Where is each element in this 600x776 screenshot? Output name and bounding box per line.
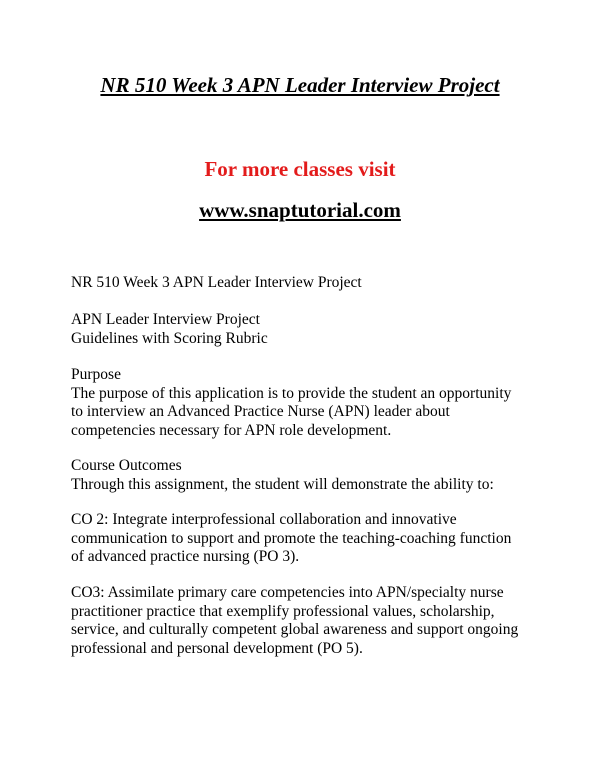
purpose-line: to interview an Advanced Practice Nurse (APN) leader about bbox=[71, 403, 450, 420]
promo-text: For more classes visit bbox=[204, 157, 396, 181]
purpose-line: The purpose of this application is to provide the student an opportunity bbox=[71, 384, 512, 402]
project-heading-block bbox=[71, 311, 551, 348]
document-title: NR 510 Week 3 APN Leader Interview Project bbox=[100, 73, 500, 97]
co2-section bbox=[71, 511, 551, 567]
outcomes-intro: Through this assignment, the student will demonstrate the ability to: bbox=[71, 475, 494, 493]
co2-line: of advanced practice nursing (PO 3). bbox=[71, 548, 300, 565]
purpose-heading: Purpose bbox=[71, 366, 121, 383]
course-line-text: NR 510 Week 3 APN Leader Interview Project bbox=[71, 274, 362, 291]
co3-line: professional and personal development (PO 5). bbox=[71, 639, 363, 657]
purpose-line: competencies necessary for APN role development. bbox=[71, 421, 392, 439]
purpose-section bbox=[71, 366, 551, 440]
co3-line: CO3: Assimilate primary care competencies into APN/specialty nurse bbox=[71, 584, 504, 601]
course-line bbox=[71, 274, 551, 293]
project-title: APN Leader Interview Project bbox=[71, 311, 260, 328]
website-link[interactable]: www.snaptutorial.com bbox=[199, 198, 401, 222]
co3-section bbox=[71, 584, 551, 658]
co3-line: service, and culturally competent global awareness and support ongoing bbox=[71, 621, 519, 638]
co3-line: practitioner practice that exemplify professional values, scholarship, bbox=[71, 602, 495, 620]
outcomes-section bbox=[71, 457, 551, 494]
co2-line: communication to support and promote the teaching-coaching function bbox=[71, 529, 512, 547]
project-subtitle: Guidelines with Scoring Rubric bbox=[71, 329, 268, 347]
co2-line: CO 2: Integrate interprofessional collaboration and innovative bbox=[71, 511, 457, 528]
outcomes-heading: Course Outcomes bbox=[71, 457, 182, 474]
